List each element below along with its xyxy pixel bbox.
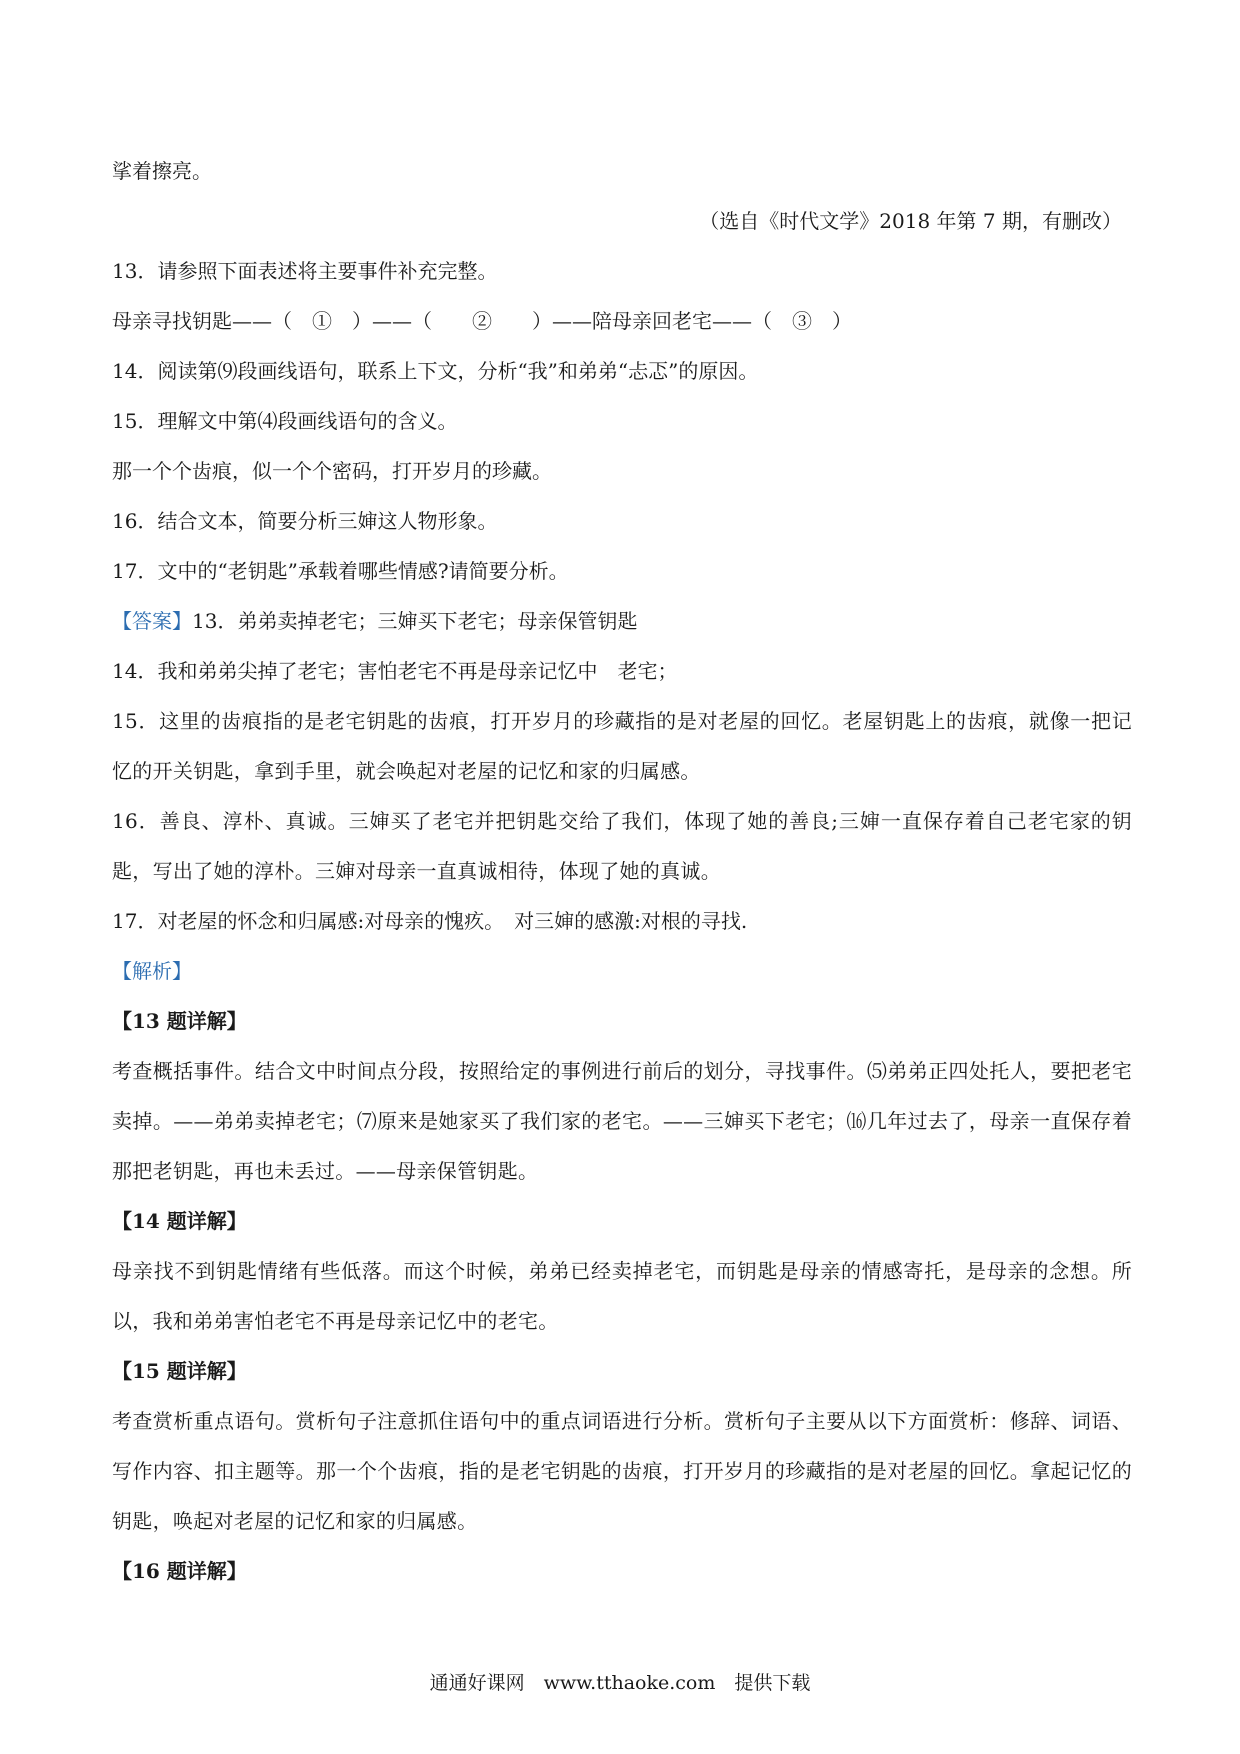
answer-17: 17．对老屋的怀念和归属感:对母亲的愧疚。 对三婶的感激:对根的寻找.	[112, 909, 748, 933]
text-line: 挲着擦亮。	[112, 159, 212, 183]
question-17: 17．文中的“老钥匙”承载着哪些情感?请简要分析。	[112, 559, 569, 583]
detail-14-title: 【14 题详解】	[112, 1209, 247, 1233]
question-13: 13．请参照下面表述将主要事件补充完整。	[112, 259, 498, 283]
analysis-tag: 【解析】	[112, 959, 192, 983]
answer-13: 13．弟弟卖掉老宅；三婶买下老宅；母亲保管钥匙	[192, 609, 638, 633]
source-citation: （选自《时代文学》2018 年第 7 期，有删改）	[699, 209, 1122, 233]
answer-line-13	[112, 608, 1132, 634]
question-15-quote: 那一个个齿痕，似一个个密码，打开岁月的珍藏。	[112, 459, 552, 483]
detail-15: 考查赏析重点语句。赏析句子注意抓住语句中的重点词语进行分析。赏析句子主要从以下方面赏析：修辞、词语、写作内容、扣主题等。那一个个齿痕，指的是老宅钥匙的齿痕，打开岁月的珍藏指的是对老屋的回忆。拿起记忆的钥匙，唤起对老屋的记忆和家的归属感。	[112, 1409, 1132, 1533]
page-footer: 通通好课网 www.tthaoke.com 提供下载	[429, 1672, 811, 1694]
question-15: 15．理解文中第⑷段画线语句的含义。	[112, 409, 458, 433]
answer-15: 15．这里的齿痕指的是老宅钥匙的齿痕，打开岁月的珍藏指的是对老屋的回忆。老屋钥匙上的齿痕，就像一把记忆的开关钥匙，拿到手里，就会唤起对老屋的记忆和家的归属感。	[112, 709, 1132, 783]
answer-16: 16．善良、淳朴、真诚。三婶买了老宅并把钥匙交给了我们，体现了她的善良;三婶一直保存着自己老宅家的钥匙，写出了她的淳朴。三婶对母亲一直真诚相待，体现了她的真诚。	[112, 809, 1132, 883]
detail-14: 母亲找不到钥匙情绪有些低落。而这个时候，弟弟已经卖掉老宅，而钥匙是母亲的情感寄托，是母亲的念想。所以，我和弟弟害怕老宅不再是母亲记忆中的老宅。	[112, 1259, 1132, 1333]
detail-15-title: 【15 题详解】	[112, 1359, 247, 1383]
document-body	[112, 158, 1132, 1608]
answer-14: 14．我和弟弟尖掉了老宅；害怕老宅不再是母亲记忆中 老宅；	[112, 659, 678, 683]
detail-16-title: 【16 题详解】	[112, 1559, 247, 1583]
detail-13-title: 【13 题详解】	[112, 1009, 247, 1033]
answer-tag: 【答案】	[112, 609, 192, 633]
question-13-chain: 母亲寻找钥匙——（ ① ）——（ ② ）——陪母亲回老宅——（ ③ ）	[112, 309, 852, 333]
question-14: 14．阅读第⑼段画线语句，联系上下文，分析“我”和弟弟“忐忑”的原因。	[112, 359, 759, 383]
question-16: 16．结合文本，简要分析三婶这人物形象。	[112, 509, 498, 533]
detail-13: 考查概括事件。结合文中时间点分段，按照给定的事例进行前后的划分，寻找事件。⑸弟弟正四处托人，要把老宅卖掉。——弟弟卖掉老宅；⑺原来是她家买了我们家的老宅。——三婶买下老宅；⒃几年过去了，母亲一直保存着那把老钥匙，再也未丢过。——母亲保管钥匙。	[112, 1059, 1132, 1183]
